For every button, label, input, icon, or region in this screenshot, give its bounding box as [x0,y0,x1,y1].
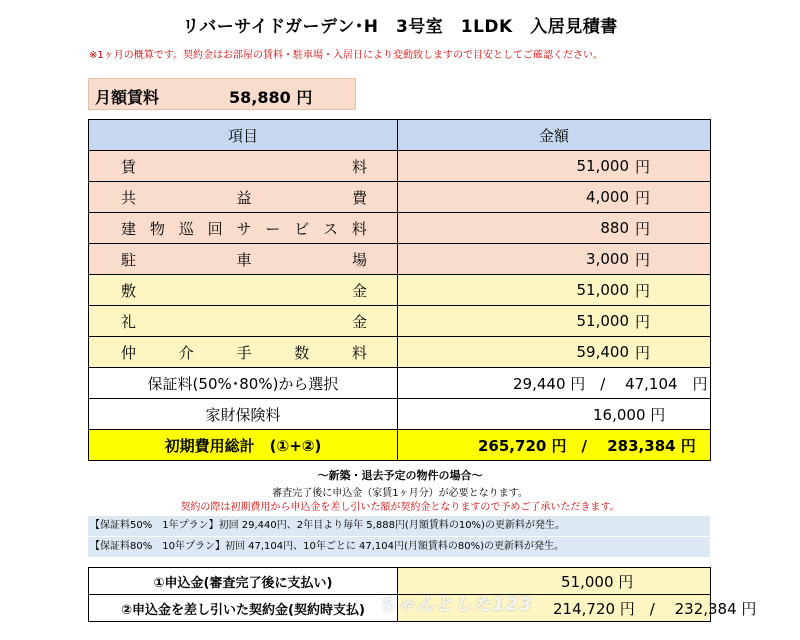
amount-unit: 円 [635,250,651,269]
item-label-char: 金 [351,281,367,300]
item-amount [398,337,711,368]
contract-fee-label: ②申込金を差し引いた契約金(契約時支払) [89,595,398,622]
contract-fee-amount: 214,720 円 / 232,384 円 [553,599,757,618]
item-label [89,306,398,337]
item-label-char: 場 [351,250,367,269]
item-label-char: ー [265,219,281,238]
item-amount [398,182,711,213]
watermark: ちゃんとした123 [378,594,533,615]
disclaimer-note: ※1ヶ月の概算です。契約金はお部屋の賃料・駐車場・入居日により変動致しますので目安としてご確認ください。 [89,50,603,61]
item-label-char: 手 [236,343,252,362]
item-amount-wrap [398,218,710,239]
monthly-rent-value: 58,880 円 [229,88,313,107]
insurance-row [89,399,711,430]
amount-unit: 円 [635,343,651,362]
item-label [89,182,398,213]
item-label-char: 益 [236,188,252,207]
item-label-char: 金 [351,312,367,331]
amount-number: 51,000 [576,281,629,299]
item-amount-wrap [398,249,710,270]
item-label-char: 共 [121,188,137,207]
total-row [89,430,711,461]
page-title: リバーサイドガーデン･H 3号室 1LDK 入居見積書 [182,17,618,37]
new-build-line2: 契約の際は初期費用から申込金を差し引いた額が契約金となりますので予めご了承いただきます。 [180,502,620,513]
table-row [89,306,711,337]
item-label-char: ス [323,219,339,238]
new-build-title: ～新築・退去予定の物件の場合～ [317,469,483,482]
item-label-char: 車 [236,250,252,269]
item-label-chars [89,249,397,270]
item-label-chars [89,218,397,239]
header-amount: 金額 [398,120,711,151]
insurance-value [398,399,711,430]
item-label-chars [89,156,397,177]
item-label [89,275,398,306]
amount-unit: 円 [635,219,651,238]
item-amount-wrap [398,311,710,332]
item-label-char: 数 [294,343,310,362]
item-label-char: 回 [207,219,223,238]
amount-unit: 円 [635,281,651,300]
total-value [398,430,711,461]
item-label-char: 料 [351,219,367,238]
item-label-chars [89,280,397,301]
item-label-char: 敷 [121,281,137,300]
item-amount-wrap [398,280,710,301]
guarantee-label: 保証料(50%･80%)から選択 [89,368,398,399]
item-label [89,151,398,182]
item-label-char: 料 [351,157,367,176]
new-build-line1: 審査完了後に申込金（家賃1ヶ月分）が必要となります。 [272,488,528,499]
guarantee-value [398,368,711,399]
application-fee-amount: 51,000 円 [561,572,634,591]
amount-number: 3,000 [586,250,629,268]
plan-80-note: 【保証料80% 10年プラン】初回 47,104円、10年ごとに 47,104円(月額賃料の80%)の更新料が発生。 [88,537,710,557]
plan-50-note: 【保証料50% 1年プラン】初回 29,440円、2年目より毎年 5,888円(月額賃料の10%)の更新料が発生。 [88,516,710,536]
item-label-char: 仲 [121,343,137,362]
total-amount: 265,720 円 / 283,384 円 [478,436,696,455]
header-item: 項目 [89,120,398,151]
item-label-char: ビ [294,219,310,238]
amount-unit: 円 [635,188,651,207]
item-amount-wrap [398,187,710,208]
item-label-char: 駐 [121,250,137,269]
guarantee-amount: 29,440 円 / 47,104 円 [513,374,708,393]
amount-number: 4,000 [586,188,629,206]
insurance-value-wrap [398,404,710,425]
table-row [89,275,711,306]
amount-number: 59,400 [576,343,629,361]
insurance-label: 家財保険料 [89,399,398,430]
item-label [89,244,398,275]
insurance-amount: 16,000 円 [593,405,666,424]
table-row [89,213,711,244]
total-label: 初期費用総計 (①+②) [89,430,398,461]
item-label [89,337,398,368]
item-label-char: 費 [351,188,367,207]
item-label-char: 礼 [121,312,137,331]
item-label-chars [89,342,397,363]
monthly-rent-label: 月額賃料 [95,88,160,107]
item-amount-wrap [398,342,710,363]
application-fee-label: ①申込金(審査完了後に支払い) [89,568,398,595]
item-label-char: 巡 [178,219,194,238]
item-label-char: 料 [351,343,367,362]
item-label-chars [89,187,397,208]
amount-number: 51,000 [576,312,629,330]
item-label-char: 物 [149,219,165,238]
amount-number: 51,000 [576,157,629,175]
item-label-char: 建 [121,219,137,238]
item-amount-wrap [398,156,710,177]
table-row [89,244,711,275]
item-label [89,213,398,244]
item-label-char: 賃 [121,157,137,176]
guarantee-row [89,368,711,399]
item-amount [398,275,711,306]
amount-unit: 円 [635,157,651,176]
monthly-rent-box [88,78,356,110]
item-amount [398,151,711,182]
estimate-table [88,119,711,461]
guarantee-value-wrap [398,373,710,394]
item-label-char: 介 [178,343,194,362]
item-amount [398,306,711,337]
amount-unit: 円 [635,312,651,331]
item-amount [398,244,711,275]
item-label-char: サ [236,219,252,238]
item-amount [398,213,711,244]
table-row [89,151,711,182]
amount-number: 880 [600,219,629,237]
table-row [89,182,711,213]
table-header-row [89,120,711,151]
item-label-chars [89,311,397,332]
table-row [89,337,711,368]
total-value-wrap [398,435,710,456]
